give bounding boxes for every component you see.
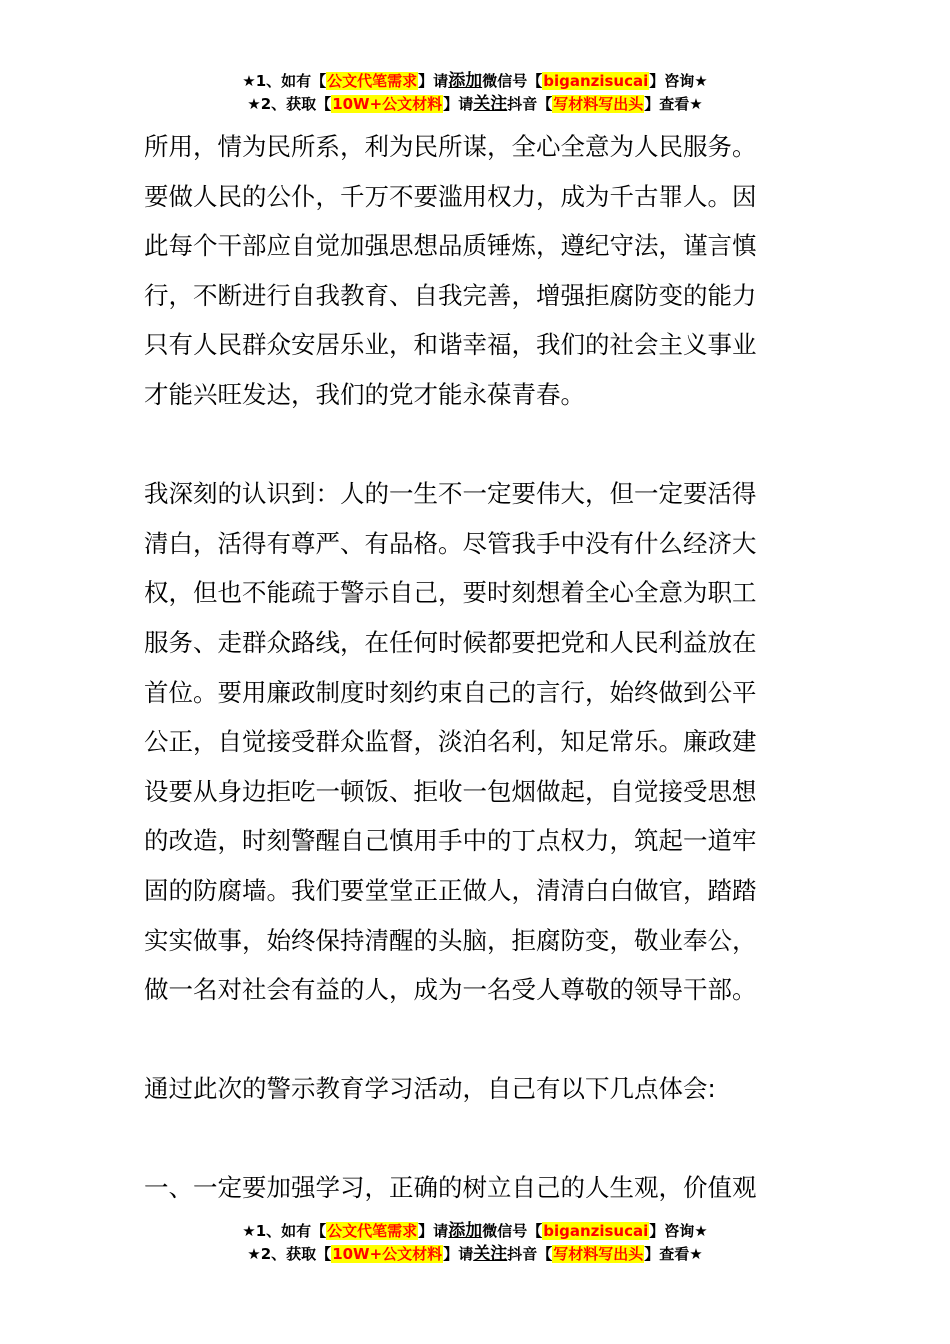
banner-line-2 [0,93,950,116]
highlight-douyin: 写材料写出头 [553,1245,644,1263]
highlight-service: 公文代笔需求 [327,72,418,90]
text-line: 通过此次的警示教育学习活动，自己有以下几点体会: [144,1074,716,1104]
paragraph-3 [144,1064,809,1114]
highlight-materials: 10W+公文材料 [332,95,443,113]
text-line: 要做人民的公仆，千万不要滥用权力，成为千古罪人。因 [144,181,757,211]
banner-text: ★1、如有【 [242,1222,327,1240]
banner-line-1 [0,70,950,93]
footer-banner [0,1220,950,1266]
text-line: 只有人民群众安居乐业，和谐幸福，我们的社会主义事业 [144,330,757,360]
text-line: 固的防腐墙。我们要堂堂正正做人，清清白白做官，踏踏 [144,875,757,905]
text-line: 才能兴旺发达，我们的党才能永葆青春。 [144,379,585,409]
text-line: 行，不断进行自我教育、自我完善，增强拒腐防变的能力 [144,280,757,310]
text-line: 实实做事，始终保持清醒的头脑，拒腐防变，敬业奉公， [144,925,757,955]
banner-text: 抖音【 [507,95,553,113]
text-line: 所用，情为民所系，利为民所谋，全心全意为人民服务。 [144,132,757,161]
text-line: 我深刻的认识到：人的一生不一定要伟大，但一定要活得 [144,479,757,509]
highlight-wechat-id: biganzisucai [543,1222,649,1240]
section-heading-line: 一、一定要加强学习，正确的树立自己的人生观，价值观 [144,1173,757,1203]
banner-text: ★2、获取【 [247,1245,332,1263]
banner-text: 】请 [418,72,449,90]
banner-line-1 [0,1220,950,1243]
banner-text: ★2、获取【 [247,95,332,113]
emphasis-add: 添加 [448,1221,483,1241]
banner-text: 】咨询★ [649,1222,708,1240]
text-line: 设要从身边拒吃一顿饭、拒收一包烟做起，自觉接受思想 [144,776,757,806]
banner-text: 抖音【 [507,1245,553,1263]
paragraph-4 [144,1163,809,1213]
highlight-douyin: 写材料写出头 [553,95,644,113]
emphasis-follow: 关注 [473,1244,508,1264]
banner-text: 】请 [443,1245,474,1263]
banner-text: 微信号【 [482,72,543,90]
paragraph-gap [144,1114,809,1164]
paragraph-gap [144,1015,809,1065]
paragraph-gap [144,420,809,470]
highlight-wechat-id: biganzisucai [543,72,649,90]
banner-line-2 [0,1243,950,1266]
banner-text: 】请 [443,95,474,113]
paragraph-1 [144,122,809,420]
header-banner [0,70,950,116]
document-body [144,122,809,1213]
banner-text: 】查看★ [644,1245,703,1263]
banner-text: 】查看★ [644,95,703,113]
banner-text: 微信号【 [482,1222,543,1240]
text-line: 首位。要用廉政制度时刻约束自己的言行，始终做到公平 [144,677,757,707]
banner-text: ★1、如有【 [242,72,327,90]
banner-text: 】咨询★ [649,72,708,90]
text-line: 此每个干部应自觉加强思想品质锤炼，遵纪守法，谨言慎 [144,231,757,261]
text-line: 做一名对社会有益的人，成为一名受人尊敬的领导干部。 [144,975,757,1005]
text-line: 公正，自觉接受群众监督，淡泊名利，知足常乐。廉政建 [144,727,757,757]
text-line: 清白，活得有尊严、有品格。尽管我手中没有什么经济大 [144,528,757,558]
highlight-materials: 10W+公文材料 [332,1245,443,1263]
text-line: 服务、走群众路线，在任何时候都要把党和人民利益放在 [144,627,757,657]
text-line: 权，但也不能疏于警示自己，要时刻想着全心全意为职工 [144,578,757,608]
emphasis-add: 添加 [448,71,483,91]
highlight-service: 公文代笔需求 [327,1222,418,1240]
banner-text: 】请 [418,1222,449,1240]
text-line: 的改造，时刻警醒自己慎用手中的丁点权力，筑起一道牢 [144,826,757,856]
emphasis-follow: 关注 [473,94,508,114]
paragraph-2 [144,469,809,1015]
